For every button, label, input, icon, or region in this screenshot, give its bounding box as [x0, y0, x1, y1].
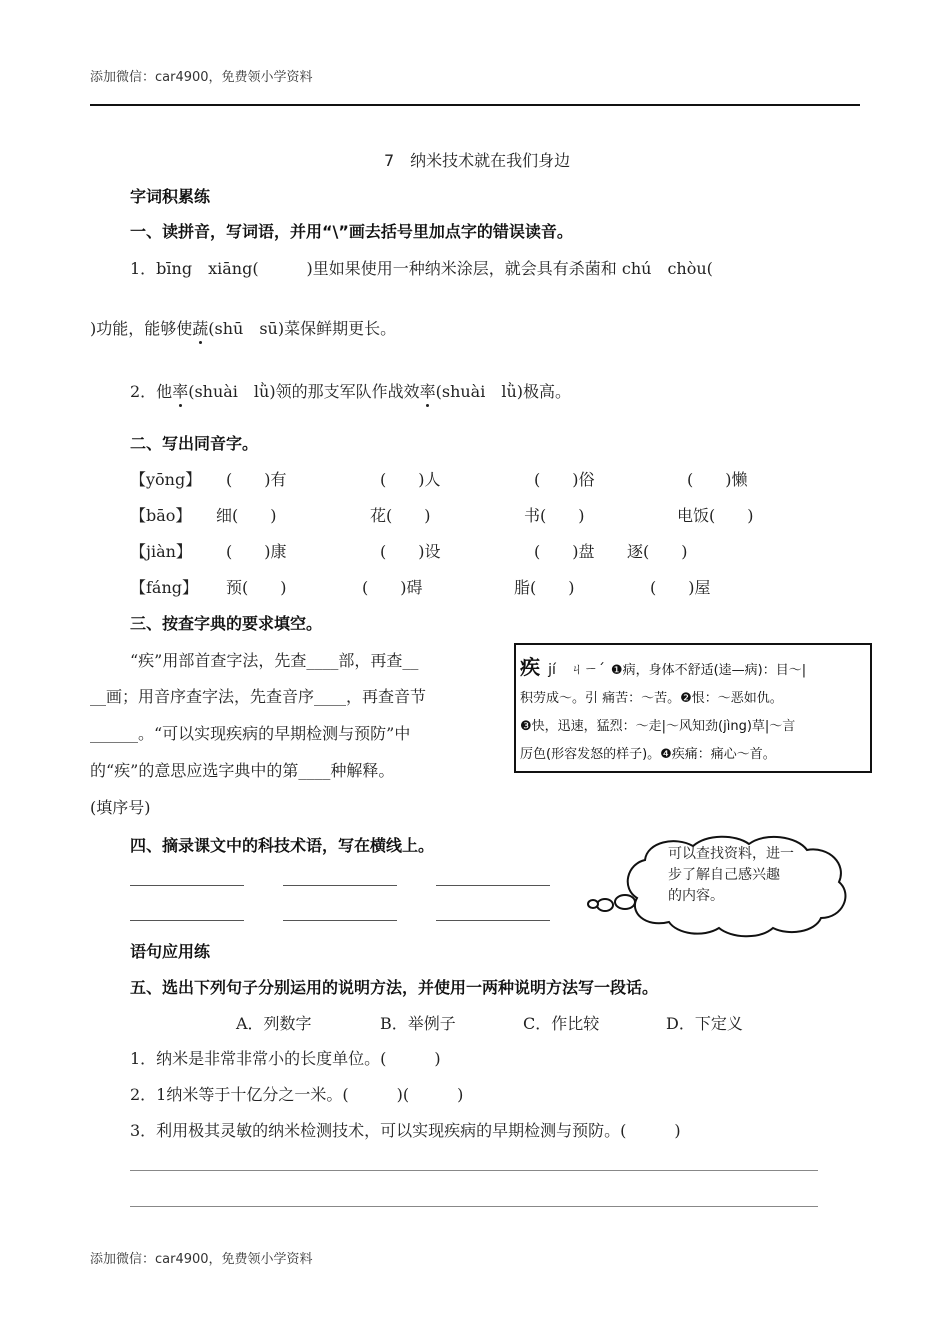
answer-line[interactable]: [436, 885, 550, 886]
q5-item: 2．1纳米等于十亿分之一米。( )( ): [130, 1085, 464, 1104]
q2-cell: ( )屋: [650, 578, 711, 597]
writing-line[interactable]: [130, 1206, 818, 1207]
header-text: 添加微信：car4900，免费领小学资料: [90, 70, 313, 85]
q2-cell: 预( ): [226, 578, 287, 597]
q2-cell: 书( ): [524, 506, 585, 525]
q5-option: A．列数字: [236, 1014, 312, 1033]
q2-cell: ( )人: [380, 470, 441, 489]
q2-cell: 细( ): [216, 506, 277, 525]
bubble-text-line: 的内容。: [668, 888, 724, 904]
q2-cell: ( )俗: [534, 470, 595, 489]
q2-row-pinyin: 【yōng】: [130, 470, 202, 489]
q5-item: 3．利用极其灵敏的纳米检测技术，可以实现疾病的早期检测与预防。( ): [130, 1121, 681, 1140]
answer-line[interactable]: [130, 920, 244, 921]
dictionary-line: 厉色(形容发怒的样子)。❹疾痛：痛心～首。: [520, 747, 776, 762]
q3-heading: 三、按查字典的要求填空。: [130, 614, 323, 633]
q2-heading: 二、写出同音字。: [130, 434, 259, 453]
dictionary-line: ❶病，身体不舒适(逵—病)：目～|: [610, 663, 807, 678]
writing-line[interactable]: [130, 1170, 818, 1171]
q3-line: __画；用音序查字法，先查音序____，再查音节: [90, 687, 427, 706]
q2-cell: ( )懒: [687, 470, 748, 489]
answer-line[interactable]: [283, 920, 397, 921]
dictionary-entry-head: [520, 651, 806, 680]
q2-row-pinyin: 【bāo】: [130, 506, 192, 525]
q5-item: 1．纳米是非常非常小的长度单位。( ): [130, 1049, 441, 1068]
q2-cell: 脂( ): [514, 578, 575, 597]
bubble-text-line: 可以查找资料，进一: [668, 846, 794, 862]
q2-row-pinyin: 【jiàn】: [130, 542, 192, 561]
q1-line2-pre: )功能，能够使: [90, 319, 193, 338]
bubble-text-line: 步了解自己感兴趣: [668, 867, 780, 883]
q1-line3-a: 2．他: [130, 382, 173, 401]
q5-option: B．举例子: [380, 1014, 456, 1033]
dictionary-char: 疾: [520, 655, 540, 679]
q1-line2: [90, 316, 396, 339]
q3-line: 的“疾”的意思应选字典中的第____种解释。: [90, 761, 395, 780]
q1-heading: 一、读拼音，写词语，并用“\”画去括号里加点字的错误读音。: [130, 222, 573, 241]
q3-line: (填序号): [90, 798, 151, 817]
q1-line1: 1．bīng xiāng( )里如果使用一种纳米涂层，就会具有杀菌和 chú chòu(: [130, 259, 713, 278]
q1-line2-post: (shū sū)菜保鲜期更长。: [208, 319, 397, 338]
q3-line: “疾”用部首查字法，先查____部，再查__: [130, 651, 419, 670]
q1-line3-dotted-char-1: 率: [172, 382, 189, 401]
q4-heading: 四、摘录课文中的科技术语，写在横线上。: [130, 836, 435, 855]
q1-line2-dotted-char: 蔬: [192, 319, 209, 338]
q1-line3-b: (shuài lǜ)领的那支军队作战效: [188, 382, 420, 401]
q2-cell: 花( ): [370, 506, 431, 525]
part1-heading: 字词积累练: [130, 187, 211, 206]
q5-heading: 五、选出下列句子分别运用的说明方法，并使用一两种说明方法写一段话。: [130, 978, 659, 997]
q2-cell: ( )康: [226, 542, 287, 561]
q1-line3-c: (shuài lǜ)极高。: [435, 382, 571, 401]
q2-cell: 电饭( ): [677, 506, 754, 525]
answer-line[interactable]: [130, 885, 244, 886]
dictionary-pinyin: jí ㄐㄧˊ: [548, 662, 605, 678]
answer-line[interactable]: [436, 920, 550, 921]
q2-cell: ( )设: [380, 542, 441, 561]
q2-cell: ( )盘: [534, 542, 595, 561]
q1-line3-dotted-char-2: 率: [419, 382, 436, 401]
q2-cell: ( )有: [226, 470, 287, 489]
q2-row-pinyin: 【fáng】: [130, 578, 199, 597]
q3-line: ______。“可以实现疾病的早期检测与预防”中: [90, 724, 411, 743]
answer-line[interactable]: [283, 885, 397, 886]
part2-heading: 语句应用练: [130, 942, 211, 961]
footer-text: 添加微信：car4900，免费领小学资料: [90, 1252, 313, 1267]
q1-line3: [130, 379, 571, 402]
lesson-title: 7 纳米技术就在我们身边: [384, 151, 571, 170]
q5-option: D．下定义: [666, 1014, 743, 1033]
dictionary-line: 积劳成～。引 痛苦：～苦。❷恨：～恶如仇。: [520, 691, 783, 706]
q5-option: C．作比较: [523, 1014, 600, 1033]
dictionary-line: ❸快，迅速，猛烈：～走|～风知劲(jìng)草|～言: [520, 719, 796, 734]
header-rule: [90, 104, 860, 106]
q2-cell: ( )碍: [362, 578, 423, 597]
q2-cell: 逐( ): [627, 542, 688, 561]
dictionary-entry-box: [514, 643, 872, 773]
